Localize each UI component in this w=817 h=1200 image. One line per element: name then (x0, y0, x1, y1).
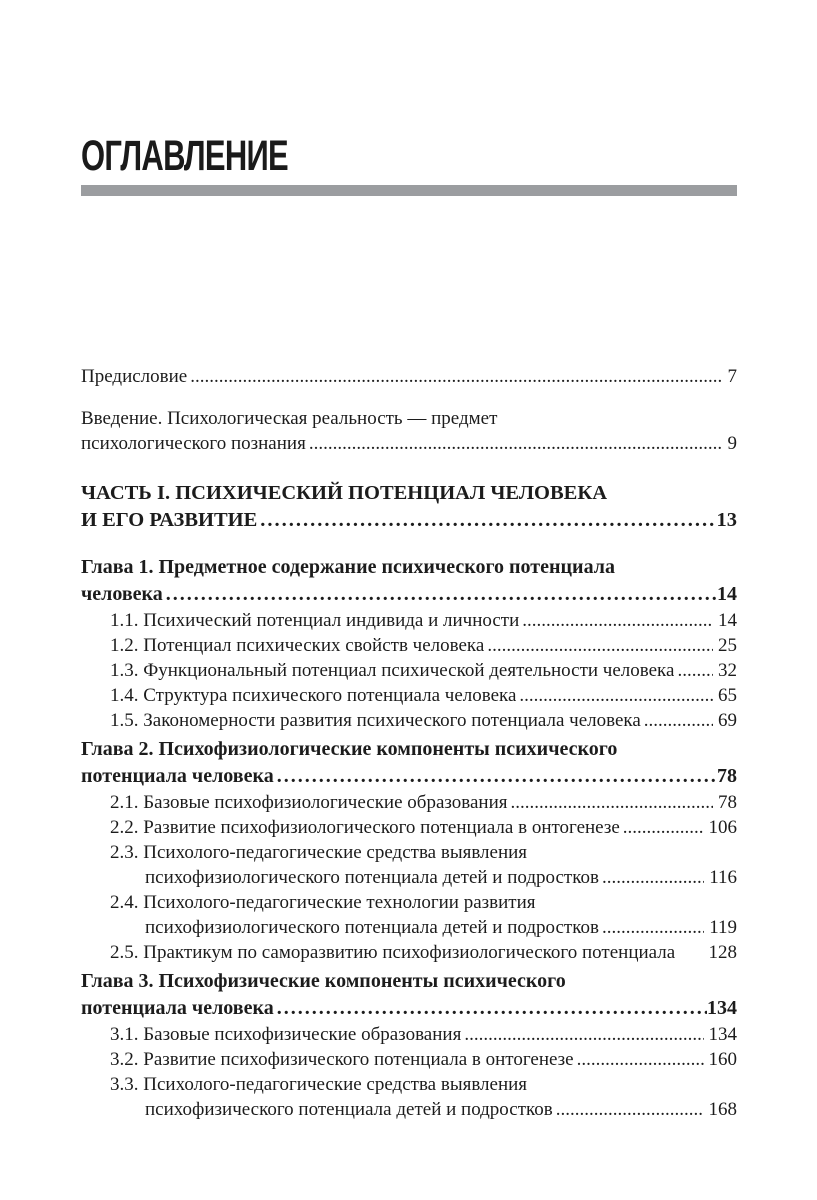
toc-entry (81, 683, 737, 708)
page-number: 160 (708, 1049, 737, 1070)
toc-entry-title: человека (81, 583, 163, 605)
title-rule (81, 185, 737, 196)
page-number: 106 (708, 817, 737, 838)
dot-leader (277, 763, 717, 790)
page-number: 134 (707, 997, 737, 1019)
dot-leader (260, 507, 716, 534)
dot-leader (190, 364, 722, 389)
toc-entry-title-line: 3.3. Психолого-педагогические средства выявления (110, 1074, 528, 1095)
toc-entry (81, 1072, 737, 1122)
page-number: 78 (718, 792, 737, 813)
toc-entry (81, 633, 737, 658)
toc-entry (81, 364, 737, 389)
page-title: ОГЛАВЛЕНИЕ (81, 132, 288, 180)
toc-entry-title-line: Введение. Психологическая реальность — предмет (81, 408, 498, 429)
page-number: 168 (708, 1099, 737, 1120)
page-number: 7 (727, 366, 737, 387)
toc-entry (81, 840, 737, 890)
dot-leader (677, 658, 713, 683)
toc-entry (81, 708, 737, 733)
toc-entry-title: 3.1. Базовые психофизические образования (110, 1024, 462, 1045)
toc-entry (81, 1022, 737, 1047)
dot-leader (309, 431, 723, 456)
dot-leader (577, 1047, 704, 1072)
page-number: 116 (709, 867, 737, 888)
dot-leader (522, 608, 713, 633)
toc-entry (81, 815, 737, 840)
toc-entry (81, 608, 737, 633)
toc-entry-title: психофизиологического потенциала детей и подростков (145, 917, 599, 938)
toc-entry (81, 1047, 737, 1072)
toc-entry-title-line: Глава 3. Психофизические компоненты психического (81, 970, 566, 992)
page-number: 9 (727, 433, 737, 454)
toc-entry-title-line: ЧАСТЬ I. ПСИХИЧЕСКИЙ ПОТЕНЦИАЛ ЧЕЛОВЕКА (81, 482, 608, 504)
toc-entry (81, 406, 737, 456)
toc-entry (81, 940, 737, 965)
toc-entry-title: потенциала человека (81, 765, 274, 787)
page-number: 119 (709, 917, 737, 938)
dot-leader (644, 708, 713, 733)
toc-entry-title: 1.5. Закономерности развития психического потенциала человека (110, 710, 641, 731)
toc-entry-title: психофизиологического потенциала детей и подростков (145, 867, 599, 888)
toc-entry (81, 658, 737, 683)
page-number: 78 (717, 765, 737, 787)
toc-entry-title: И ЕГО РАЗВИТИЕ (81, 509, 258, 531)
toc-entry (81, 736, 737, 790)
dot-leader (277, 995, 707, 1022)
dot-leader (602, 915, 704, 940)
toc-entry-title: 1.1. Психический потенциал индивида и личности (110, 610, 520, 631)
page-number: 69 (718, 710, 737, 731)
toc-entry (81, 790, 737, 815)
toc-entry (81, 968, 737, 1022)
toc-entry-title-line: Глава 2. Психофизиологические компоненты психического (81, 738, 618, 760)
toc-entry-title: 1.2. Потенциал психических свойств человека (110, 635, 485, 656)
toc-entry-title: психологического познания (81, 433, 306, 454)
dot-leader (511, 790, 714, 815)
page-number: 14 (718, 610, 737, 631)
toc-entry (81, 480, 737, 534)
page-number: 128 (708, 942, 737, 963)
toc-entry-title-line: 2.4. Психолого-педагогические технологии развития (110, 892, 536, 913)
dot-leader (623, 815, 704, 840)
toc-entry-title-line: Глава 1. Предметное содержание психического потенциала (81, 556, 615, 578)
dot-leader (464, 1022, 703, 1047)
toc-entry-title: 1.3. Функциональный потенциал психической деятельности человека (110, 660, 675, 681)
dot-leader (519, 683, 713, 708)
toc-entry-title: потенциала человека (81, 997, 274, 1019)
toc-entry-title: 2.1. Базовые психофизиологические образования (110, 792, 508, 813)
toc-entry-title-line: 2.3. Психолого-педагогические средства выявления (110, 842, 528, 863)
dot-leader (166, 581, 717, 608)
toc-entry (81, 554, 737, 608)
dot-leader (487, 633, 713, 658)
toc-entry-title: 3.2. Развитие психофизического потенциала в онтогенезе (110, 1049, 574, 1070)
toc-entry-title: психофизического потенциала детей и подростков (145, 1099, 553, 1120)
toc-list (81, 364, 737, 1122)
page-number: 32 (718, 660, 737, 681)
page-number: 65 (718, 685, 737, 706)
page-number: 25 (718, 635, 737, 656)
page-number: 13 (716, 509, 737, 531)
toc-entry-title: Предисловие (81, 366, 188, 387)
page-number: 134 (708, 1024, 737, 1045)
page-number: 14 (717, 583, 737, 605)
toc-entry (81, 890, 737, 940)
toc-entry-title: 2.2. Развитие психофизиологического потенциала в онтогенезе (110, 817, 620, 838)
toc-entry-title: 1.4. Структура психического потенциала человека (110, 685, 517, 706)
dot-leader (602, 865, 704, 890)
toc-entry-title: 2.5. Практикум по саморазвитию психофизиологического потенциала (110, 942, 676, 963)
dot-leader (556, 1097, 704, 1122)
